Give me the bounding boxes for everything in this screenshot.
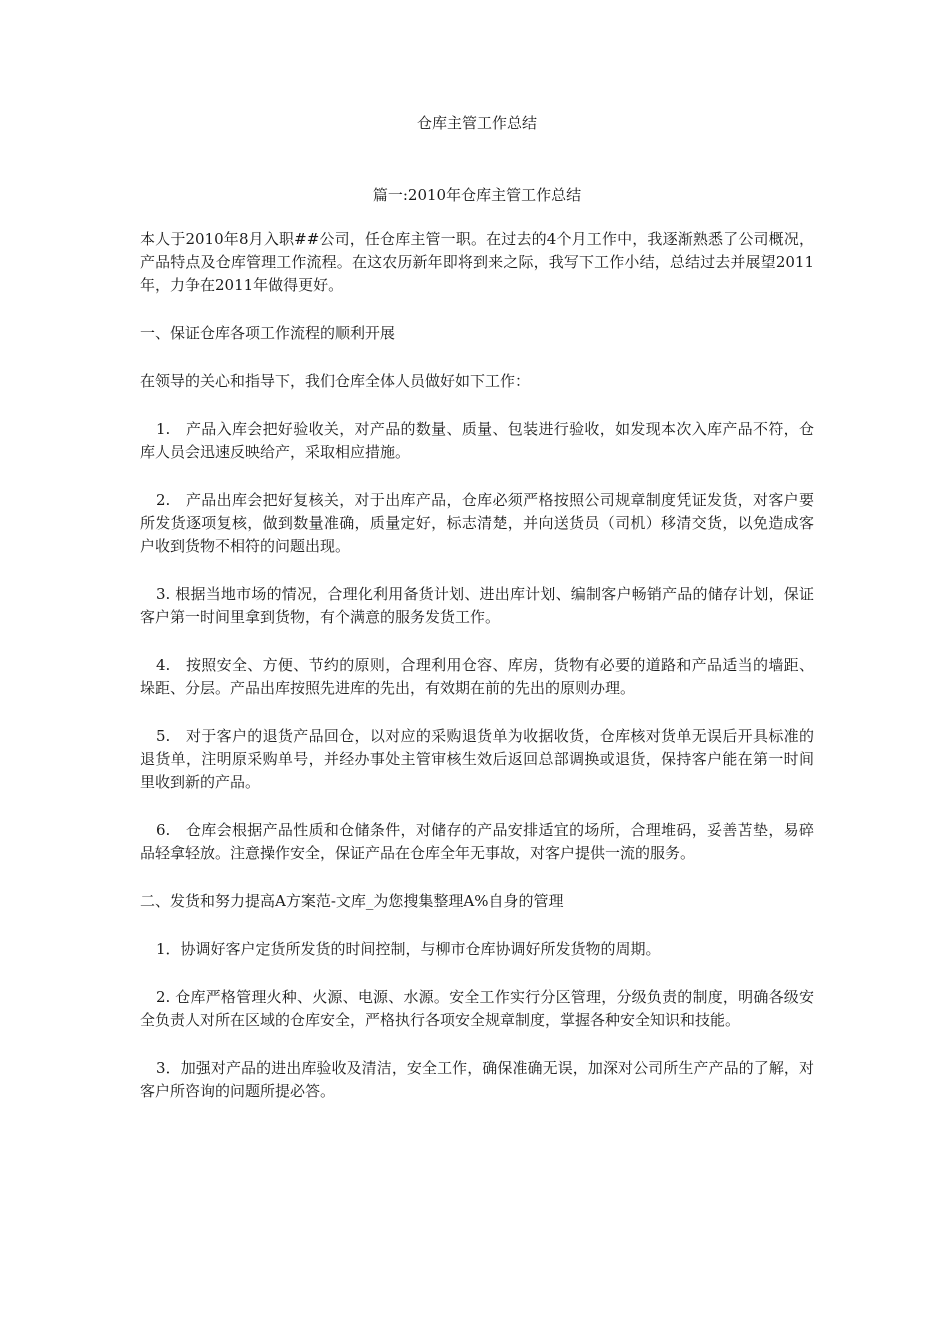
section2-item-1: 1．协调好客户定货所发货的时间控制，与柳市仓库协调好所发货物的周期。 — [156, 940, 661, 958]
section1-item-1: 1. 产品入库会把好验收关，对产品的数量、质量、包装进行验收，如发现本次入库产品不符，仓库人员会迅速反映给产，采取相应措施。 — [140, 420, 814, 461]
section1-item-2: 2. 产品出库会把好复核关，对于出库产品，仓库必须严格按照公司规章制度凭证发货，对客户要所发货逐项复核，做到数量准确，质量定好，标志清楚，并向送货员（司机）移清交货，以免造成客户收到货物不相符的问题出现。 — [140, 491, 814, 555]
document-subtitle: 篇一:2010年仓库主管工作总结 — [372, 186, 582, 204]
section2-item-3: 3．加强对产品的进出库验收及清洁，安全工作，确保准确无误，加深对公司所生产产品的了解，对客户所咨询的问题所提必答。 — [140, 1059, 814, 1100]
section1-item-4: 4. 按照安全、方便、节约的原则，合理利用仓容、库房，货物有必要的道路和产品适当的墙距、垛距、分层。产品出库按照先进库的先出，有效期在前的先出的原则办理。 — [140, 656, 814, 697]
section1-item-6: 6. 仓库会根据产品性质和仓储条件，对储存的产品安排适宜的场所，合理堆码，妥善苫垫，易碎品轻拿轻放。注意操作安全，保证产品在仓库全年无事故，对客户提供一流的服务。 — [140, 821, 814, 862]
document-body — [140, 112, 814, 1128]
section1-heading: 一、保证仓库各项工作流程的顺利开展 — [140, 324, 396, 342]
document-title: 仓库主管工作总结 — [416, 114, 537, 132]
section1-lead: 在领导的关心和指导下，我们仓库全体人员做好如下工作： — [140, 372, 531, 390]
section1-item-5: 5. 对于客户的退货产品回仓，以对应的采购退货单为收据收货，仓库核对货单无误后开具标准的退货单，注明原采购单号，并经办事处主管审核生效后返回总部调换或退货，保持客户能在第一时间里收到新的产品。 — [140, 727, 814, 791]
section2-heading: 二、发货和努力提高A方案范-文库_为您搜集整理A%自身的管理 — [140, 892, 564, 910]
intro-paragraph: 本人于2010年8月入职##公司，任仓库主管一职。在过去的4个月工作中，我逐渐熟悉了公司概况，产品特点及仓库管理工作流程。在这农历新年即将到来之际，我写下工作小结，总结过去并展望2011年，力争在2011年做得更好。 — [140, 230, 814, 294]
section2-item-2: 2. 仓库严格管理火种、火源、电源、水源。安全工作实行分区管理，分级负责的制度，明确各级安全负责人对所在区域的仓库安全，严格执行各项安全规章制度，掌握各种安全知识和技能。 — [140, 988, 814, 1029]
section1-item-3: 3. 根据当地市场的情况，合理化利用备货计划、进出库计划、编制客户畅销产品的储存计划，保证客户第一时间里拿到货物，有个满意的服务发货工作。 — [140, 585, 814, 626]
